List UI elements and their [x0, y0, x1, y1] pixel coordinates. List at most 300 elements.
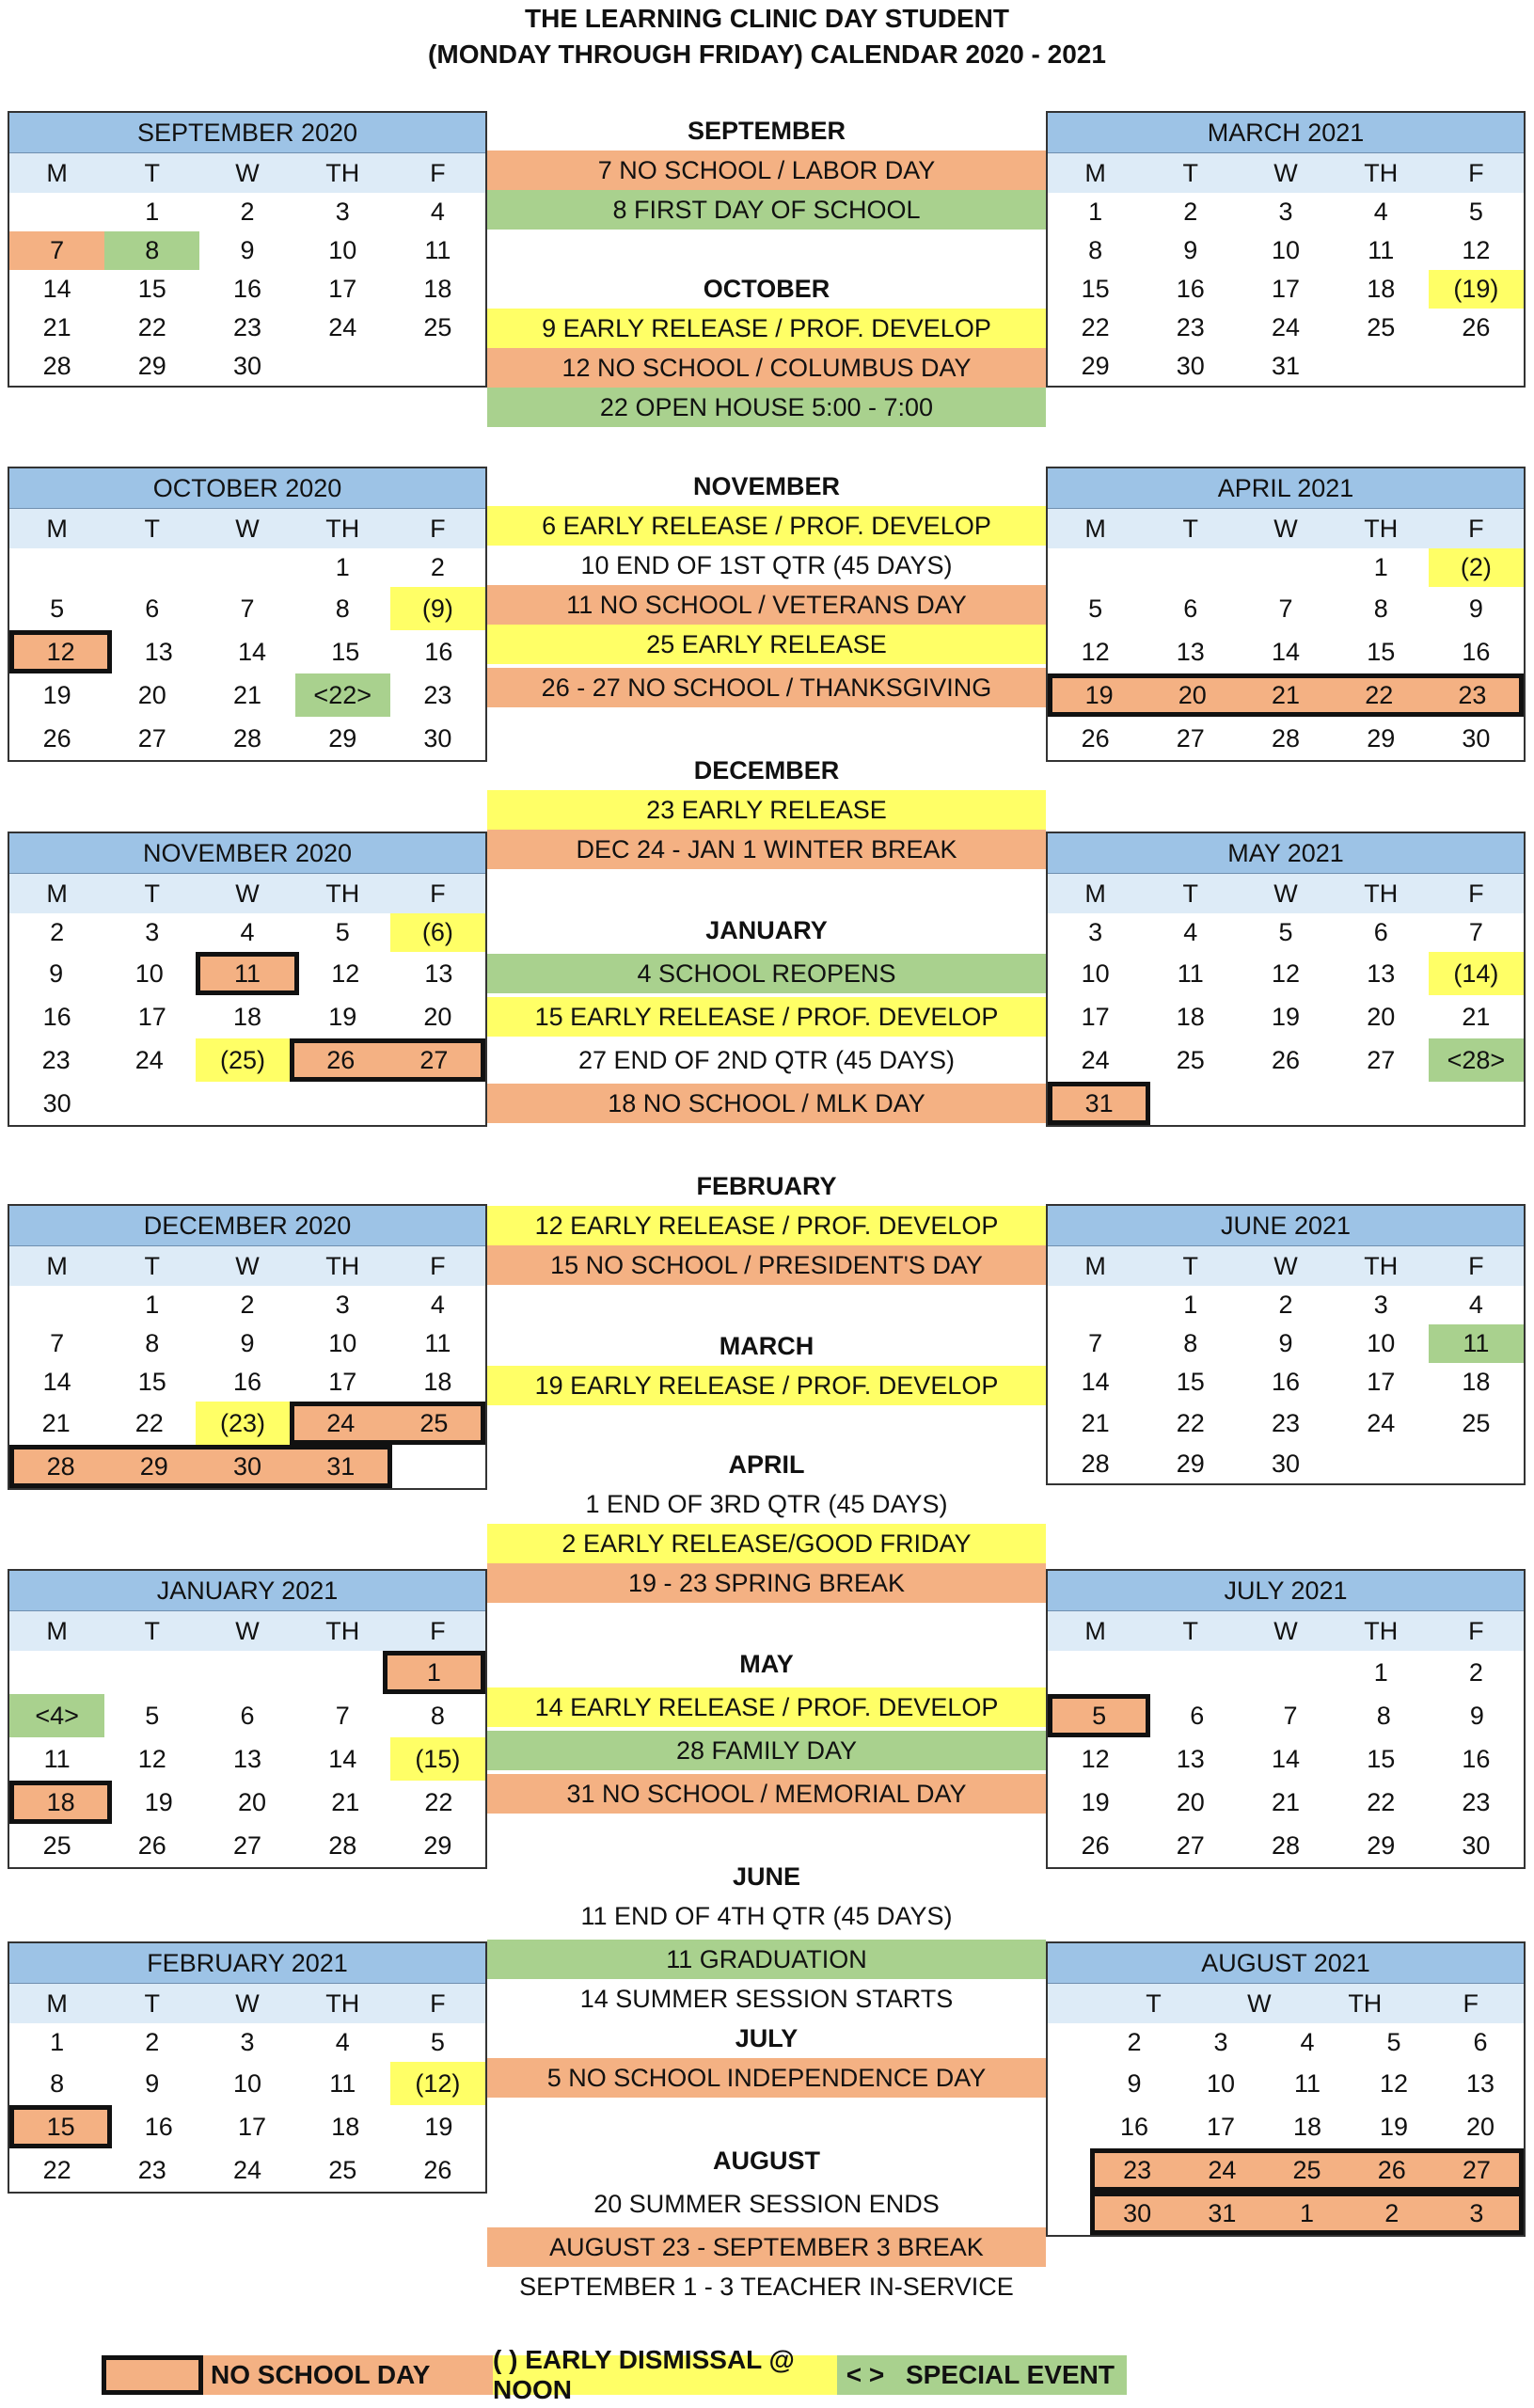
weekday-label: F [1468, 1617, 1484, 1645]
event-month-heading: JUNE [732, 1861, 801, 1891]
day-cell: (23) [196, 1402, 289, 1445]
day-cell: 24 [1367, 1408, 1396, 1437]
day-cell: 27 [387, 1038, 485, 1082]
weekday-header-row [9, 874, 485, 913]
day-cell: 10 [328, 236, 357, 264]
week-row [9, 2105, 485, 2148]
day-cell: 14 [1271, 637, 1301, 666]
day-cell: 8 [50, 2068, 65, 2098]
day-cell: 17 [328, 275, 357, 303]
month-september-2020 [8, 111, 487, 388]
day-cell: 24 [1271, 313, 1301, 341]
event-item: 14 SUMMER SESSION STARTS [579, 1984, 954, 2013]
day-cell: 1 [383, 1651, 485, 1694]
weekday-label: F [430, 1252, 446, 1280]
calendar-title-line-2: (MONDAY THROUGH FRIDAY) CALENDAR 2020 - 2021 [428, 40, 1106, 69]
event-item: SEPTEMBER 1 - 3 TEACHER IN-SERVICE [519, 2272, 1014, 2301]
day-cell: 26 [1081, 723, 1110, 752]
weekday-label: F [430, 159, 446, 187]
week-row [9, 1038, 485, 1082]
event-item: DEC 24 - JAN 1 WINTER BREAK [487, 830, 1046, 869]
weekday-label: M [46, 159, 68, 187]
weekday-header-row [1048, 509, 1524, 548]
day-cell: 17 [1271, 275, 1301, 303]
day-cell: 22 [137, 313, 166, 341]
month-july-2021 [1046, 1569, 1526, 1869]
day-cell: 5 [1278, 918, 1293, 946]
week-row [9, 309, 485, 347]
day-cell: 10 [328, 1329, 357, 1357]
day-cell: 20 [1367, 1002, 1396, 1031]
day-cell: 29 [1367, 1830, 1396, 1860]
month-header: SEPTEMBER 2020 [9, 113, 485, 153]
day-cell: 23 [232, 313, 262, 341]
event-month-heading: JANUARY [705, 915, 828, 944]
day-cell: 5 [430, 2028, 445, 2056]
day-cell: 22 [1367, 1787, 1396, 1816]
month-header: MAY 2021 [1048, 833, 1524, 874]
event-month-heading: OCTOBER [703, 274, 830, 303]
day-cell: 12 [1462, 236, 1491, 264]
weekday-label: M [1084, 159, 1106, 187]
day-cell: 30 [232, 352, 262, 380]
week-row [9, 717, 485, 760]
day-cell: 26 [42, 723, 71, 752]
week-row [1048, 630, 1524, 673]
day-cell: 4 [1300, 2028, 1315, 2056]
weekday-label: M [46, 879, 68, 908]
day-cell: 12 [1081, 637, 1110, 666]
day-cell: 17 [1367, 1368, 1396, 1396]
week-row [9, 2023, 485, 2062]
day-cell: 24 [1081, 1045, 1110, 1074]
day-cell: 7 [240, 594, 255, 623]
weekday-label: W [1273, 159, 1298, 187]
weekday-label: F [1468, 515, 1484, 543]
day-cell: 16 [1462, 637, 1491, 666]
day-cell: 16 [1176, 275, 1205, 303]
day-cell: 19 [1271, 1002, 1301, 1031]
empty-cell [1143, 1651, 1238, 1694]
empty-cell [1048, 548, 1143, 587]
event-month-heading: NOVEMBER [692, 471, 840, 500]
week-row [1048, 270, 1524, 309]
weekday-label: M [1084, 1617, 1106, 1645]
week-row [1048, 1445, 1524, 1483]
empty-cell [1238, 548, 1333, 587]
day-cell: 13 [144, 637, 173, 666]
day-cell: 30 [42, 1088, 71, 1117]
event-item: 15 NO SCHOOL / PRESIDENT'S DAY [487, 1245, 1046, 1285]
week-row [9, 673, 485, 717]
day-cell: 5 [145, 1701, 160, 1730]
weekday-label: F [430, 1989, 446, 2018]
weekday-label: T [144, 1989, 161, 2018]
event-item: 28 FAMILY DAY [487, 1731, 1046, 1770]
day-cell: 7 [1283, 1701, 1298, 1730]
day-cell: 3 [1373, 1291, 1388, 1319]
day-cell: 8 [1088, 236, 1103, 264]
week-row [9, 1824, 485, 1867]
day-cell: 24 [232, 2155, 262, 2184]
day-cell: 15 [137, 1368, 166, 1396]
day-cell: 28 [9, 1445, 107, 1488]
week-row [1048, 1651, 1524, 1694]
day-cell: 19 [42, 680, 71, 709]
day-cell: 13 [232, 1744, 262, 1773]
month-header: MARCH 2021 [1048, 113, 1524, 153]
day-cell: 30 [1176, 352, 1205, 380]
week-row [1048, 587, 1524, 630]
day-cell: 22 [1333, 673, 1426, 717]
day-cell: 15 [1176, 1368, 1205, 1396]
week-row [9, 1781, 485, 1824]
weekday-header-row [1048, 1246, 1524, 1286]
day-cell: 7 [9, 231, 104, 270]
month-june-2021 [1046, 1204, 1526, 1485]
week-row [1048, 995, 1524, 1038]
weekday-label: M [1084, 879, 1106, 908]
day-cell: 3 [1088, 918, 1103, 946]
month-header: JANUARY 2021 [9, 1571, 485, 1611]
week-row [1048, 193, 1524, 231]
empty-cell [199, 548, 294, 587]
empty-cell [1243, 1082, 1336, 1125]
day-cell: 24 [328, 313, 357, 341]
day-cell: 5 [1468, 198, 1483, 226]
day-cell: 10 [134, 958, 164, 988]
week-row [9, 193, 485, 231]
day-cell: 21 [331, 1787, 360, 1816]
event-item: 27 END OF 2ND QTR (45 DAYS) [577, 1045, 956, 1074]
empty-cell [1048, 1651, 1143, 1694]
day-cell: 28 [328, 1830, 357, 1860]
day-cell: 18 [1462, 1368, 1491, 1396]
empty-cell [1048, 1286, 1143, 1324]
day-cell: 16 [232, 1368, 262, 1396]
empty-cell [196, 1651, 289, 1694]
day-cell: 18 [1176, 1002, 1205, 1031]
day-cell: 7 [1468, 918, 1483, 946]
day-cell: (9) [390, 587, 485, 630]
weekday-label: M [1084, 1252, 1106, 1280]
day-cell: 30 [1090, 2192, 1179, 2235]
day-cell: 12 [1271, 958, 1301, 988]
day-cell: 13 [424, 958, 453, 988]
week-row [1048, 952, 1524, 995]
day-cell: 25 [328, 2155, 357, 2184]
day-cell: (2) [1429, 548, 1524, 587]
day-cell: 26 [290, 1038, 387, 1082]
day-cell: 16 [1462, 1744, 1491, 1773]
empty-cell [392, 1445, 485, 1488]
day-cell: 29 [107, 1445, 200, 1488]
week-row [1048, 1038, 1524, 1082]
week-row [1048, 548, 1524, 587]
weekday-header-row [1048, 874, 1524, 913]
day-cell: 29 [1081, 352, 1110, 380]
month-january-2021 [8, 1569, 487, 1869]
day-cell: 23 [1426, 673, 1524, 717]
day-cell: 24 [1179, 2148, 1264, 2192]
empty-cell [1429, 347, 1524, 386]
day-cell: 1 [145, 1291, 160, 1319]
day-cell: 12 [1379, 2068, 1409, 2098]
event-item: 5 NO SCHOOL INDEPENDENCE DAY [487, 2058, 1046, 2098]
weekday-label: TH [1364, 879, 1399, 908]
event-month-heading: APRIL [728, 1450, 805, 1479]
day-cell: 1 [335, 553, 350, 581]
day-cell: 25 [1462, 1408, 1491, 1437]
empty-cell [1431, 1082, 1524, 1125]
month-header: AUGUST 2021 [1048, 1943, 1524, 1984]
day-cell: 28 [1271, 723, 1301, 752]
day-cell: 30 [200, 1445, 293, 1488]
day-cell: 22 [1081, 313, 1110, 341]
week-row [1048, 231, 1524, 270]
weekday-label: T [144, 1617, 161, 1645]
day-cell: 8 [430, 1701, 445, 1730]
weekday-label: T [1182, 879, 1199, 908]
week-row [1048, 1694, 1524, 1737]
weekday-header-row [9, 509, 485, 548]
empty-cell [1238, 1651, 1333, 1694]
day-cell: 30 [1462, 723, 1491, 752]
empty-cell [1337, 1082, 1431, 1125]
day-cell: 7 [1278, 594, 1293, 623]
empty-cell [390, 347, 485, 386]
week-row [9, 1694, 485, 1737]
day-cell: 21 [42, 313, 71, 341]
day-cell: 22 [134, 1408, 164, 1437]
day-cell: 4 [240, 918, 255, 946]
weekday-label: F [1468, 879, 1484, 908]
event-item: 11 NO SCHOOL / VETERANS DAY [487, 585, 1046, 625]
weekday-label: M [1084, 515, 1106, 543]
empty-cell [1143, 548, 1238, 587]
day-cell: 25 [1367, 313, 1396, 341]
day-cell: 15 [1081, 275, 1110, 303]
week-row [9, 2062, 485, 2105]
weekday-header-row [1048, 1611, 1524, 1651]
day-cell: 23 [1271, 1408, 1301, 1437]
week-row [9, 995, 485, 1038]
day-cell: 1 [50, 2028, 65, 2056]
day-cell: 4 [335, 2028, 350, 2056]
day-cell: 16 [424, 637, 453, 666]
day-cell: 3 [335, 1291, 350, 1319]
day-cell: 8 [335, 594, 350, 623]
week-row [9, 347, 485, 386]
empty-cell [290, 1651, 383, 1694]
legend-early-dismissal: ( ) EARLY DISMISSAL @ NOON [493, 2355, 837, 2395]
event-month-heading: SEPTEMBER [687, 116, 846, 145]
empty-cell [1048, 2105, 1091, 2148]
week-row [1048, 1737, 1524, 1781]
empty-cell [104, 1082, 199, 1125]
day-cell: 1 [145, 198, 160, 226]
day-cell: 23 [137, 2155, 166, 2184]
week-row [1048, 1324, 1524, 1363]
empty-cell [104, 548, 199, 587]
day-cell: 25 [423, 313, 452, 341]
week-row [9, 1286, 485, 1324]
weekday-label: F [1468, 1252, 1484, 1280]
day-cell: 11 [1177, 958, 1204, 988]
event-item: 1 END OF 3RD QTR (45 DAYS) [585, 1489, 948, 1518]
empty-cell [1429, 1445, 1524, 1483]
event-month-heading: JULY [735, 2023, 799, 2052]
event-item: AUGUST 23 - SEPTEMBER 3 BREAK [487, 2227, 1046, 2267]
weekday-label: F [1468, 159, 1484, 187]
day-cell: 15 [137, 275, 166, 303]
day-cell: 26 [1271, 1045, 1301, 1074]
month-header: JULY 2021 [1048, 1571, 1524, 1611]
day-cell: <4> [9, 1694, 104, 1737]
event-item: 2 EARLY RELEASE/GOOD FRIDAY [487, 1524, 1046, 1563]
weekday-header-row [9, 153, 485, 193]
day-cell: 20 [137, 680, 166, 709]
day-cell: (25) [196, 1038, 289, 1082]
event-item: 6 EARLY RELEASE / PROF. DEVELOP [487, 506, 1046, 546]
day-cell: 9 [240, 236, 255, 264]
weekday-label: M [46, 1989, 68, 2018]
week-row [1048, 309, 1524, 347]
weekday-label: W [235, 1989, 260, 2018]
week-row [9, 952, 485, 995]
week-row [1048, 913, 1524, 952]
week-row [1048, 347, 1524, 386]
day-cell: 19 [1379, 2112, 1409, 2141]
week-row [1048, 1781, 1524, 1824]
month-august-2021 [1046, 1941, 1526, 2237]
weekday-label: W [235, 159, 260, 187]
day-cell: 9 [1183, 236, 1198, 264]
day-cell: 21 [1081, 1408, 1110, 1437]
day-cell: 4 [1183, 918, 1198, 946]
empty-cell [295, 347, 390, 386]
weekday-header-row [1048, 153, 1524, 193]
day-cell: 11 [196, 952, 298, 995]
weekday-label: W [235, 879, 260, 908]
day-cell: 26 [1462, 313, 1491, 341]
day-cell: 8 [1376, 1701, 1391, 1730]
day-cell: 14 [237, 637, 267, 666]
day-cell: 26 [1350, 2148, 1434, 2192]
day-cell: 10 [1367, 1329, 1396, 1357]
day-cell: 18 [232, 1002, 262, 1031]
day-cell: 17 [1206, 2112, 1236, 2141]
month-october-2020 [8, 467, 487, 762]
day-cell: 3 [335, 198, 350, 226]
month-header: OCTOBER 2020 [9, 468, 485, 509]
legend-no-school: NO SCHOOL DAY [203, 2355, 493, 2395]
weekday-label: TH [325, 1252, 360, 1280]
month-march-2021 [1046, 111, 1526, 388]
day-cell: 31 [1179, 2192, 1264, 2235]
event-item: 20 SUMMER SESSION ENDS [593, 2189, 940, 2218]
day-cell: 21 [232, 680, 262, 709]
day-cell: 2 [1350, 2192, 1434, 2235]
day-cell: 2 [1127, 2028, 1142, 2056]
day-cell: 11 [1368, 236, 1395, 264]
weekday-label: W [1273, 879, 1298, 908]
week-row [9, 548, 485, 587]
day-cell: 23 [1462, 1787, 1491, 1816]
day-cell: 20 [237, 1787, 267, 1816]
day-cell: 4 [1468, 1291, 1483, 1319]
day-cell: (14) [1429, 952, 1524, 995]
weekday-label: F [430, 879, 446, 908]
weekday-label [1048, 1984, 1100, 2023]
month-november-2020 [8, 832, 487, 1127]
day-cell: 24 [290, 1402, 387, 1445]
day-cell: 18 [1292, 2112, 1322, 2141]
day-cell: 12 [9, 630, 112, 673]
day-cell: <22> [295, 673, 390, 717]
day-cell: 12 [331, 958, 360, 988]
week-row [1048, 1082, 1524, 1125]
day-cell: (6) [390, 913, 485, 952]
day-cell: 11 [43, 1744, 71, 1773]
week-row [1048, 717, 1524, 760]
day-cell: 19 [1081, 1787, 1110, 1816]
weekday-label: W [1273, 515, 1298, 543]
day-cell: 25 [42, 1830, 71, 1860]
event-item: 7 NO SCHOOL / LABOR DAY [487, 150, 1046, 190]
day-cell: 21 [1271, 1787, 1301, 1816]
day-cell: 25 [1176, 1045, 1205, 1074]
day-cell: 3 [1278, 198, 1293, 226]
day-cell: 23 [1090, 2148, 1179, 2192]
month-header: NOVEMBER 2020 [9, 833, 485, 874]
day-cell: 5 [1048, 1694, 1150, 1737]
event-item: 19 EARLY RELEASE / PROF. DEVELOP [487, 1366, 1046, 1405]
day-cell: 5 [1088, 594, 1103, 623]
week-row [9, 270, 485, 309]
weekday-label: F [430, 515, 446, 543]
day-cell: 27 [1367, 1045, 1396, 1074]
weekday-label: F [430, 1617, 446, 1645]
week-row [9, 1324, 485, 1363]
week-row [9, 1082, 485, 1125]
week-row [1048, 1286, 1524, 1324]
weekday-label: TH [1364, 159, 1399, 187]
weekday-label: TH [325, 1989, 360, 2018]
day-cell: 7 [335, 1701, 350, 1730]
day-cell: 19 [144, 1787, 173, 1816]
weekday-label: TH [325, 879, 360, 908]
day-cell: 2 [240, 198, 255, 226]
day-cell: 18 [1367, 275, 1396, 303]
event-item: 14 EARLY RELEASE / PROF. DEVELOP [487, 1687, 1046, 1727]
week-row [9, 2148, 485, 2192]
day-cell: 1 [1183, 1291, 1198, 1319]
weekday-label: T [1182, 159, 1199, 187]
event-month-heading: DECEMBER [693, 755, 840, 784]
weekday-label: M [46, 1617, 68, 1645]
day-cell: 11 [329, 2068, 356, 2098]
day-cell: 9 [1469, 1701, 1484, 1730]
empty-cell [1048, 2062, 1091, 2105]
day-cell: 10 [1206, 2068, 1236, 2098]
day-cell: 13 [1367, 958, 1396, 988]
event-item: 25 EARLY RELEASE [487, 625, 1046, 664]
day-cell: (12) [390, 2062, 485, 2105]
day-cell: 6 [145, 594, 160, 623]
day-cell: 8 [1183, 1329, 1198, 1357]
day-cell: 22 [424, 1787, 453, 1816]
